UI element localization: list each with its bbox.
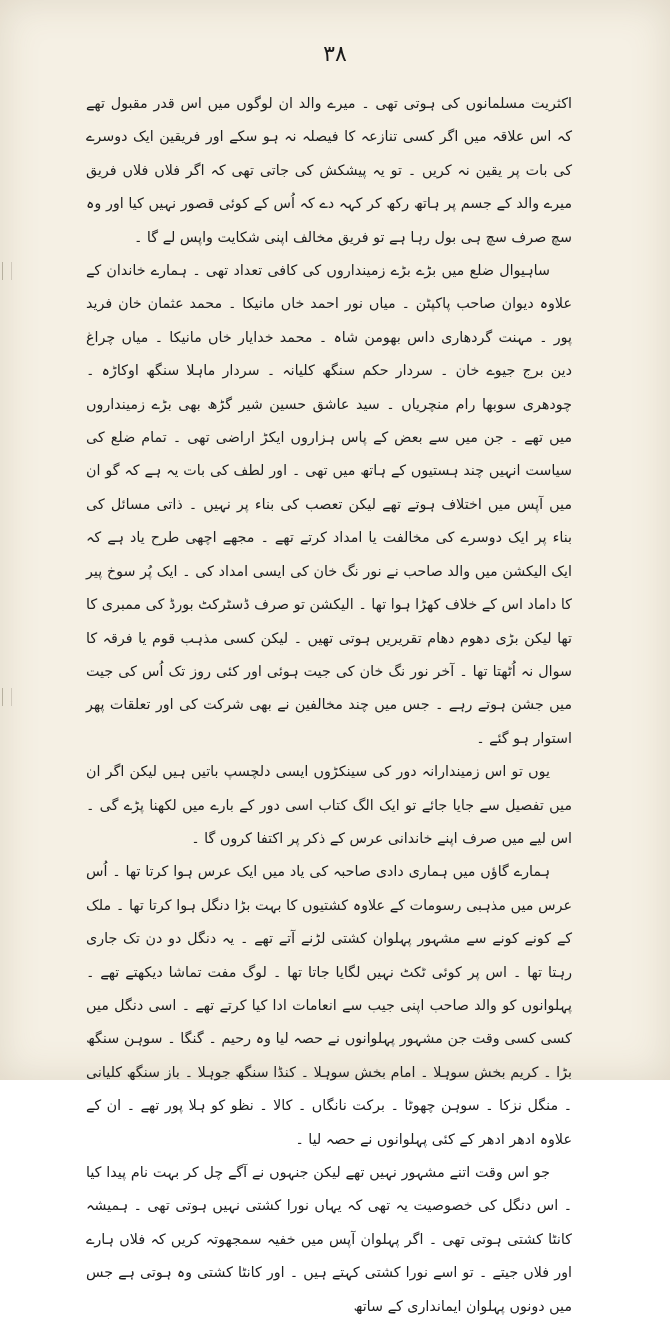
urdu-text-body — [86, 88, 572, 1324]
margin-mark — [2, 688, 12, 706]
paragraph: اکثریت مسلمانوں کی ہوتی تھی ۔ میرے والد ان لوگوں میں اس قدر مقبول تھے کہ اس علاقہ میں اگر کسی تنازعہ کا فیصلہ نہ ہو سکے اور فریقین ایک دوسرے کی بات پر یقین نہ کریں ۔ تو یہ پیشکش کی جاتی تھی کہ اگر فلاں فلاں فریق میرے والد کے جسم پر ہاتھ رکھ کر کہہ دے کہ اُس کے کوئی قصور نہیں کیا اور وہ سچ صرف سچ ہی بول رہا ہے تو فریق مخالف اپنی شکایت واپس لے گا ۔ — [86, 96, 572, 246]
page-number: ۳۸ — [323, 42, 347, 67]
margin-mark — [2, 262, 12, 280]
paragraph: یوں تو اس زمیندارانہ دور کی سینکڑوں ایسی دلچسپ باتیں ہیں لیکن اگر ان میں تفصیل سے جایا جائے تو ایک الگ کتاب اسی دور کے بارے میں لکھنا پڑے گی ۔ اس لیے میں صرف اپنے خاندانی عرس کے ذکر پر اکتفا کروں گا ۔ — [86, 764, 572, 847]
paragraph: ہمارے گاؤں میں ہماری دادی صاحبہ کی یاد میں ایک عرس ہوا کرتا تھا ۔ اُس عرس میں مذہبی رسومات کے علاوہ کشتیوں کا بہت بڑا دنگل ہوا کرتا تھا ۔ ملک کے کونے کونے سے مشہور پہلوان کشتی لڑنے آتے تھے ۔ یہ دنگل دو دن تک جاری رہتا تھا ۔ اس پر کوئی ٹکٹ نہیں لگایا جاتا تھا ۔ لوگ مفت تماشا دیکھتے تھے ۔ پہلوانوں کو والد صاحب اپنی جیب سے انعامات ادا کیا کرتے تھے ۔ اسی دنگل میں کسی کسی وقت جن مشہور پہلوانوں نے حصہ لیا وہ رحیم ۔ گنگا ۔ سوہن سنگھ بڑا ۔ کریم بخش سوہلا ۔ امام بخش سوہلا ۔ کنڈا سنگھ جوہلا ۔ باز سنگھ کلیانی ۔ منگل نزکا ۔ سوہن چھوٹا ۔ برکت نانگاں ۔ کالا ۔ نظو کو ہلا پور تھے ۔ ان کے علاوہ ادھر ادھر کے کئی پہلوانوں نے حصہ لیا ۔ — [86, 864, 572, 1148]
paragraph: ساہیوال ضلع میں بڑے بڑے زمینداروں کی کافی تعداد تھی ۔ ہمارے خاندان کے علاوہ دیوان صاحب پاکپٹن ۔ میاں نور احمد خاں مانیکا ۔ محمد عثمان خان فرید پور ۔ مہنت گردھاری داس بھومن شاہ ۔ محمد خدایار خاں مانیکا ۔ میاں چراغ دین برج جیوے خان ۔ سردار حکم سنگھ کلیانہ ۔ سردار ماہلا سنگھ اوکاڑہ ۔ چودھری سوبھا رام منچریاں ۔ سید عاشق حسین شیر گڑھ بھی بڑے زمینداروں میں تھے ۔ جن میں سے بعض کے پاس ہزاروں ایکڑ اراضی تھی ۔ تمام ضلع کی سیاست انہیں چند ہستیوں کے ہاتھ میں تھی ۔ اور لطف کی بات یہ ہے کہ گو ان میں آپس میں اختلاف ہوتے تھے لیکن تعصب کی بناء پر نہیں ۔ ذاتی مسائل کی بناء پر ایک دوسرے کی مخالفت یا امداد کرتے تھے ۔ مجھے اچھی طرح یاد ہے کہ ایک الیکشن میں والد صاحب نے نور نگ خان کی ایسی امداد کی ۔ ایک پُر سوخ پیر کا داماد اس کے خلاف کھڑا ہوا تھا ۔ الیکشن تو صرف ڈسٹرکٹ بورڈ کی ممبری کا تھا لیکن بڑی دھوم دھام تقریریں ہوتی تھیں ۔ لیکن کسی مذہب قوم یا فرقہ کا سوال نہ اُٹھتا تھا ۔ آخر نور نگ خان کی جیت ہوئی اور کئی روز تک اُس کی جیت میں جشن ہوتے رہے ۔ جس میں چند مخالفین نے بھی شرکت کی اور تعلقات پھر استوار ہو گئے ۔ — [86, 263, 572, 747]
paragraph: جو اس وقت اتنے مشہور نہیں تھے لیکن جنہوں نے آگے چل کر بہت نام پیدا کیا ۔ اس دنگل کی خصوصیت یہ تھی کہ یہاں نورا کشتی نہیں ہوتی تھی ۔ ہمیشہ کانٹا کشتی ہوتی تھی ۔ اگر پہلوان آپس میں خفیہ سمجھوتہ کریں کہ فلاں ہارے اور فلاں جیتے ۔ تو اسے نورا کشتی کہتے ہیں ۔ اور کانٹا کشتی وہ ہوتی ہے جس میں دونوں پہلوان ایمانداری کے ساتھ — [86, 1165, 572, 1315]
